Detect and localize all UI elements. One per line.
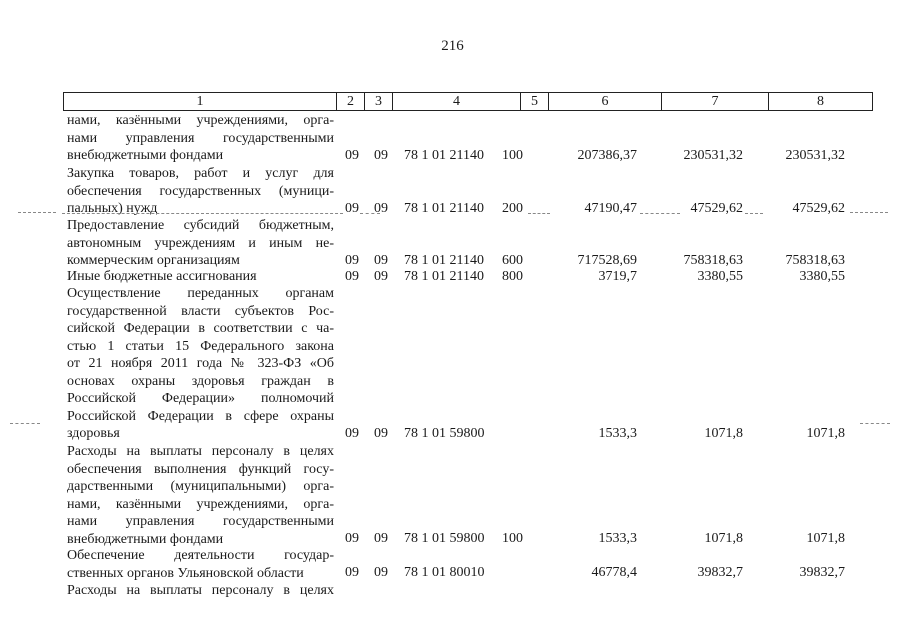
cell-rz: 09 xyxy=(345,148,359,163)
cell-value-6: 1533,3 xyxy=(598,426,637,441)
scan-artifact-line xyxy=(18,212,56,213)
cell-vr: 600 xyxy=(502,253,523,268)
cell-vr: 100 xyxy=(502,531,523,546)
description-line: обеспечения государственных (муници- xyxy=(67,183,334,199)
header-col-7: 7 xyxy=(662,93,769,110)
cell-csr: 78 1 01 59800 xyxy=(404,426,485,441)
scan-artifact-line xyxy=(62,213,343,214)
cell-csr: 78 1 01 80010 xyxy=(404,565,485,580)
cell-csr: 78 1 01 59800 xyxy=(404,531,485,546)
row-description xyxy=(67,165,334,218)
cell-value-8: 1071,8 xyxy=(806,426,845,441)
row-description xyxy=(67,217,334,270)
description-line: сийской Федерации в соответствии с ча- xyxy=(67,321,334,336)
scan-artifact-line xyxy=(860,423,890,424)
cell-value-8: 39832,7 xyxy=(799,565,845,580)
description-line: Осуществление переданных органам xyxy=(67,286,334,301)
scan-artifact-line xyxy=(640,213,680,214)
cell-value-6: 207386,37 xyxy=(577,148,637,163)
cell-value-8: 47529,62 xyxy=(792,201,845,216)
header-col-1: 1 xyxy=(64,93,337,110)
description-line: дарственными (муниципальными) орга- xyxy=(67,479,334,494)
description-line: внебюджетными фондами xyxy=(67,531,224,547)
row-description xyxy=(67,582,334,600)
scan-artifact-line xyxy=(10,423,40,424)
row-description xyxy=(67,268,334,286)
cell-pr: 09 xyxy=(374,531,388,546)
description-line: Российской Федерации» полномочий xyxy=(67,391,334,406)
description-line: Российской Федерации в сфере охраны xyxy=(67,408,334,424)
cell-value-7: 39832,7 xyxy=(697,565,743,580)
description-line: от 21 ноября 2011 года № 323-ФЗ «Об xyxy=(67,356,334,371)
description-line: Расходы на выплаты персоналу в целях xyxy=(67,583,334,598)
cell-value-6: 47190,47 xyxy=(584,201,637,216)
cell-vr: 100 xyxy=(502,148,523,163)
description-line: пальных) нужд xyxy=(67,201,158,216)
cell-value-7: 1071,8 xyxy=(704,426,743,441)
cell-rz: 09 xyxy=(345,426,359,441)
header-col-5: 5 xyxy=(521,93,549,110)
description-line: Обеспечение деятельности государ- xyxy=(67,548,334,563)
cell-value-7: 47529,62 xyxy=(690,201,743,216)
cell-value-7: 3380,55 xyxy=(697,269,743,284)
cell-rz: 09 xyxy=(345,269,359,284)
description-line: Иные бюджетные ассигнования xyxy=(67,269,257,284)
cell-pr: 09 xyxy=(374,253,388,268)
cell-csr: 78 1 01 21140 xyxy=(404,269,484,284)
cell-vr: 200 xyxy=(502,201,523,216)
header-col-4: 4 xyxy=(393,93,521,110)
page-number: 216 xyxy=(441,38,464,54)
cell-pr: 09 xyxy=(374,269,388,284)
cell-value-7: 758318,63 xyxy=(683,253,743,268)
cell-value-6: 1533,3 xyxy=(598,531,637,546)
cell-csr: 78 1 01 21140 xyxy=(404,148,484,163)
description-line: нами, казёнными учреждениями, орга- xyxy=(67,496,334,512)
header-col-6: 6 xyxy=(549,93,662,110)
scan-artifact-line xyxy=(360,213,380,214)
row-description xyxy=(67,112,334,165)
cell-pr: 09 xyxy=(374,565,388,580)
cell-value-8: 230531,32 xyxy=(785,148,845,163)
description-line: внебюджетными фондами xyxy=(67,148,224,163)
cell-value-8: 3380,55 xyxy=(799,269,845,284)
row-description xyxy=(67,285,334,443)
scan-artifact-line xyxy=(745,213,763,214)
description-line: Предоставление субсидий бюджетным, xyxy=(67,218,334,233)
description-line: основах охраны здоровья граждан в xyxy=(67,373,334,389)
description-line: ственных органов Ульяновской области xyxy=(67,565,304,581)
description-line: Закупка товаров, работ и услуг для xyxy=(67,166,334,181)
description-line: автономным учреждениям и иным не- xyxy=(67,235,334,251)
header-col-3: 3 xyxy=(365,93,393,110)
cell-value-6: 46778,4 xyxy=(591,565,637,580)
cell-csr: 78 1 01 21140 xyxy=(404,201,484,216)
description-line: нами управления государственными xyxy=(67,514,334,529)
cell-vr: 800 xyxy=(502,269,523,284)
cell-value-6: 3719,7 xyxy=(598,269,637,284)
cell-rz: 09 xyxy=(345,201,359,216)
description-line: государственной власти субъектов Рос- xyxy=(67,303,334,319)
header-col-8: 8 xyxy=(817,94,824,109)
row-description xyxy=(67,547,334,582)
description-line: нами, казёнными учреждениями, орга- xyxy=(67,113,334,128)
cell-value-8: 758318,63 xyxy=(785,253,845,268)
cell-rz: 09 xyxy=(345,565,359,580)
cell-rz: 09 xyxy=(345,531,359,546)
cell-pr: 09 xyxy=(374,201,388,216)
description-line: коммерческим организациям xyxy=(67,253,240,268)
description-line: Расходы на выплаты персоналу в целях xyxy=(67,444,334,459)
cell-pr: 09 xyxy=(374,148,388,163)
cell-value-7: 230531,32 xyxy=(683,148,743,163)
header-col-2: 2 xyxy=(337,93,365,110)
cell-value-6: 717528,69 xyxy=(577,253,637,268)
cell-rz: 09 xyxy=(345,253,359,268)
table-header xyxy=(63,92,873,111)
scan-artifact-line xyxy=(528,213,550,214)
description-line: нами управления государственными xyxy=(67,130,334,146)
cell-value-7: 1071,8 xyxy=(704,531,743,546)
cell-value-8: 1071,8 xyxy=(806,531,845,546)
description-line: стью 1 статьи 15 Федерального закона xyxy=(67,338,334,354)
cell-csr: 78 1 01 21140 xyxy=(404,253,484,268)
scan-artifact-line xyxy=(850,212,888,213)
description-line: здоровья xyxy=(67,426,120,441)
cell-pr: 09 xyxy=(374,426,388,441)
row-description xyxy=(67,443,334,548)
description-line: обеспечения выполнения функций госу- xyxy=(67,461,334,477)
